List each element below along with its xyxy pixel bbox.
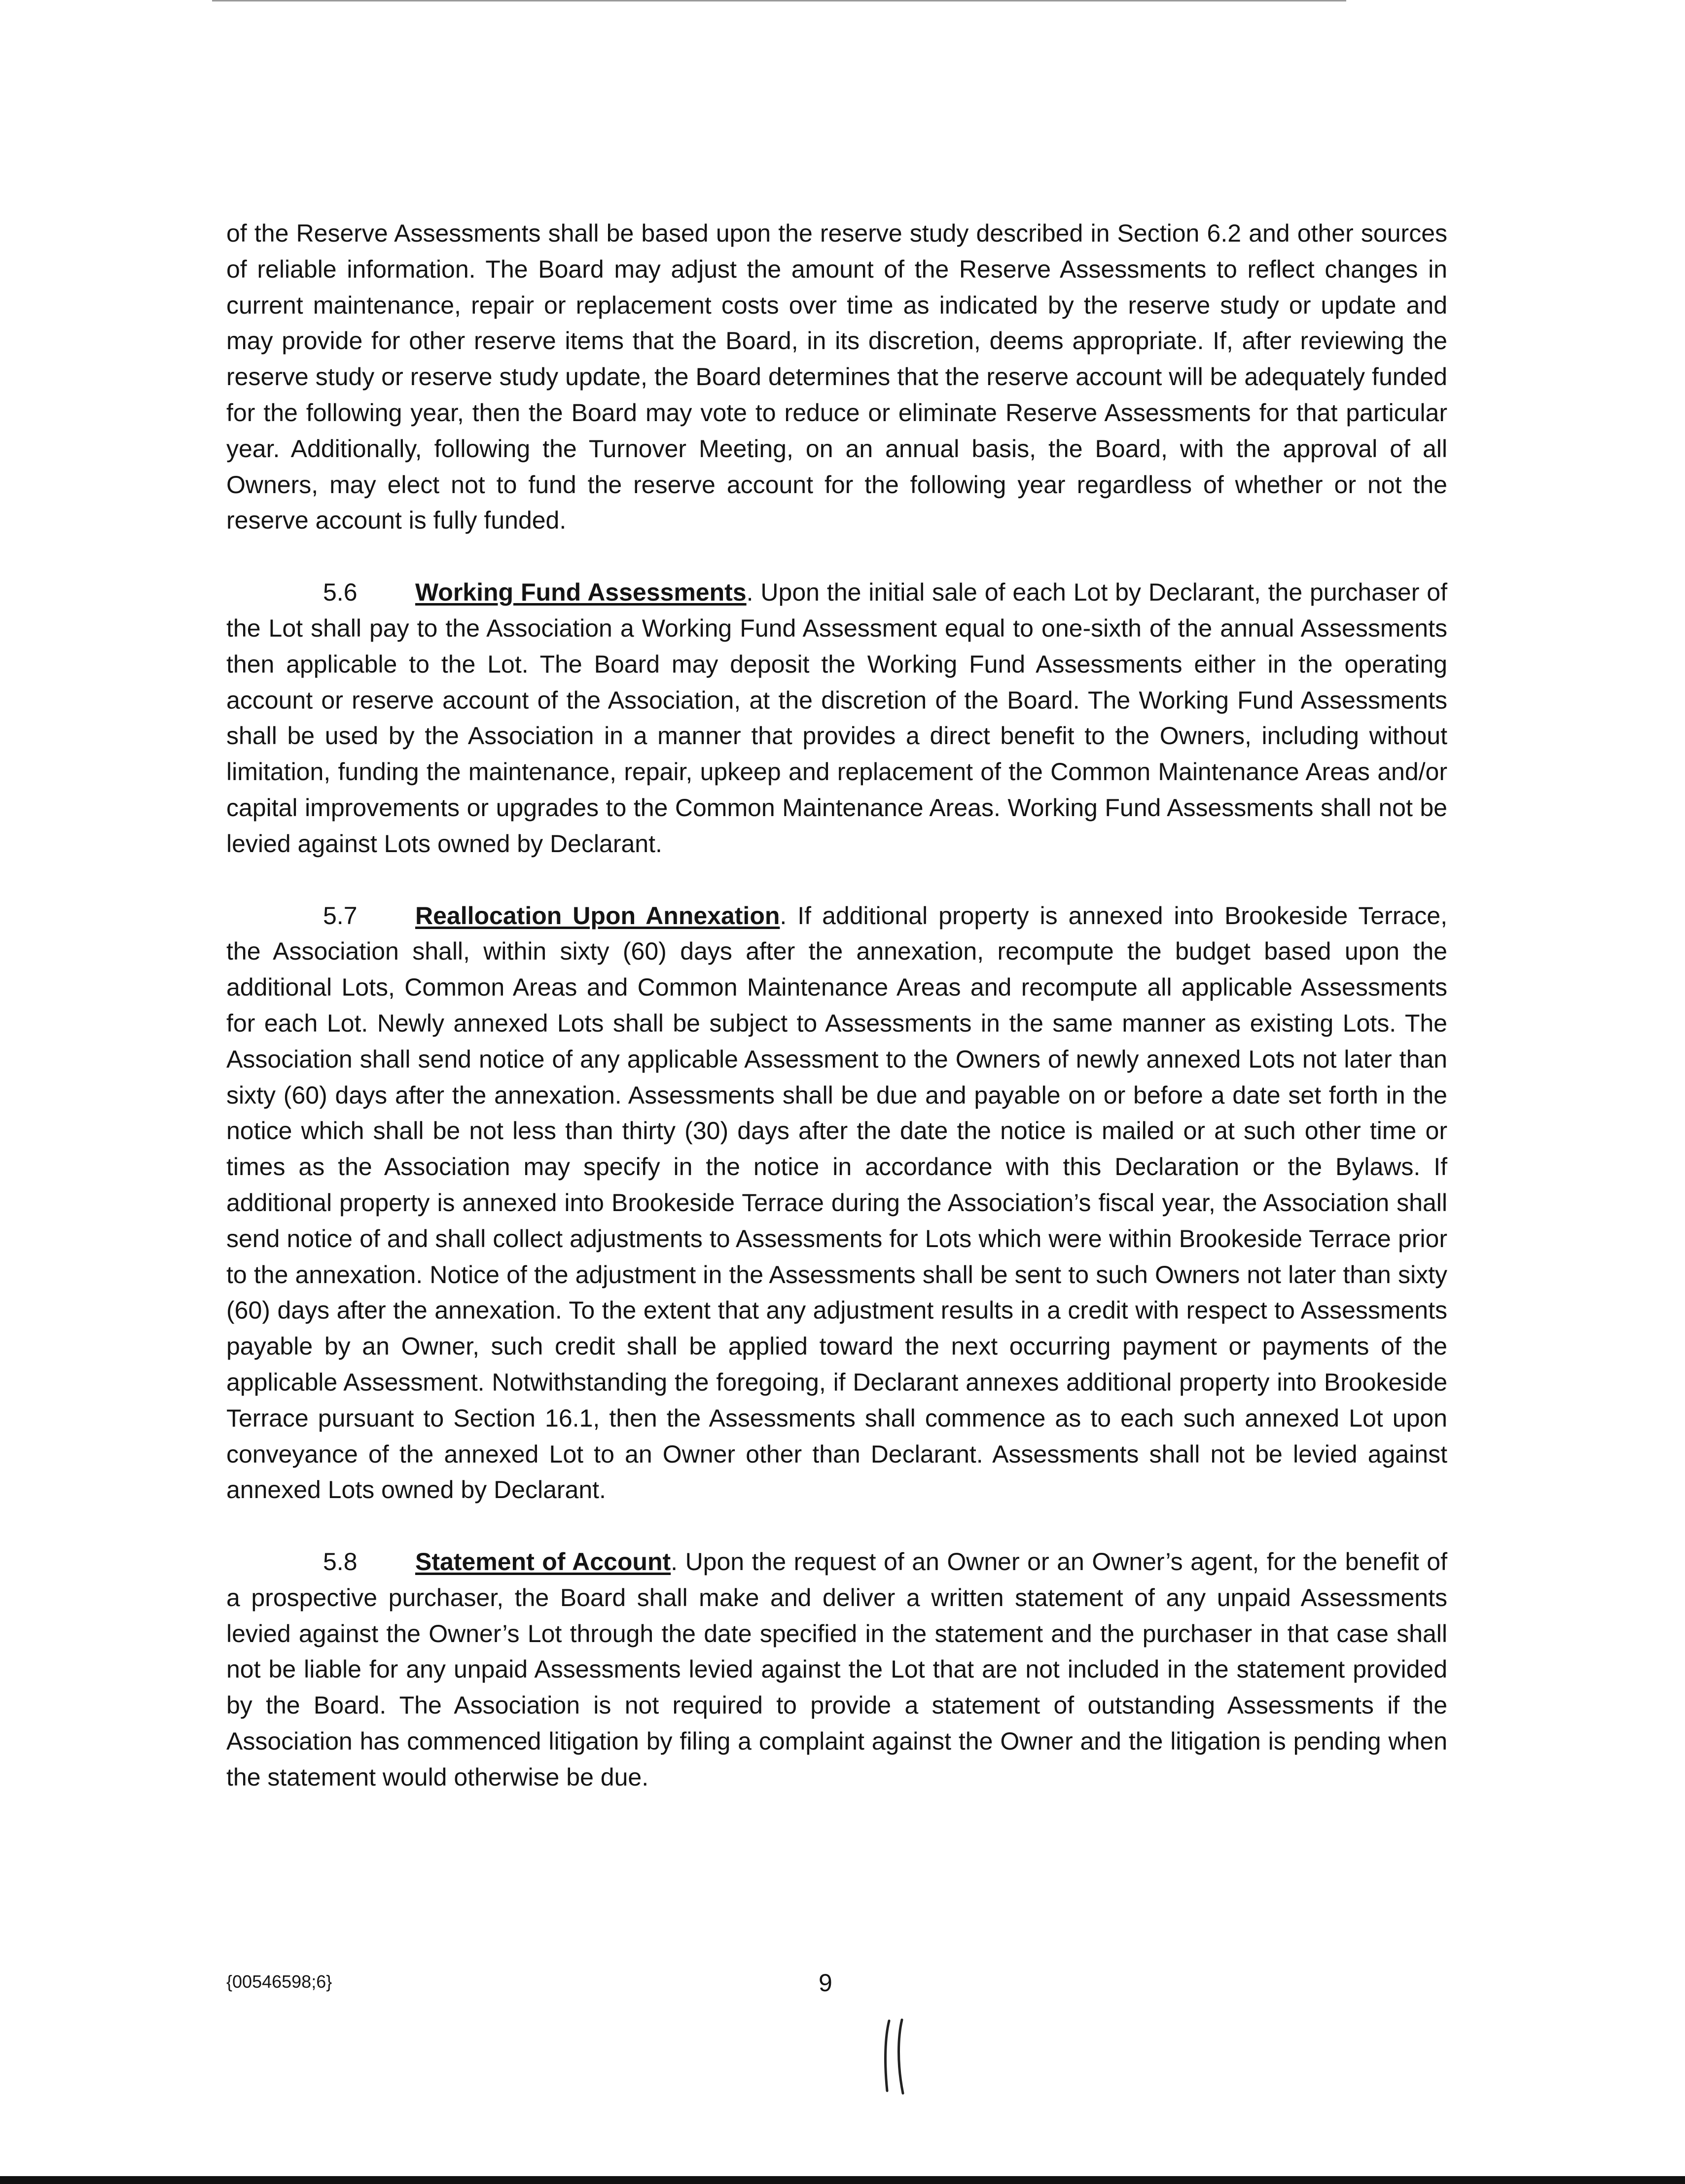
document-id: {00546598;6} — [226, 1971, 332, 1992]
section-number: 5.6 — [323, 578, 358, 607]
section-number: 5.8 — [323, 1548, 358, 1576]
section-5-7 — [226, 898, 1447, 1508]
section-number: 5.7 — [323, 901, 358, 930]
page-number: 9 — [819, 1969, 832, 1997]
section-heading: Reallocation Upon Annexation — [415, 901, 780, 930]
paragraph-text: . Upon the initial sale of each Lot by Declarant, the purchaser of the Lot shall pay to the Association a Working Fund Assessment equal to one-sixth of the annual Assessments then applicable to the Lot. The Board may deposit the Working Fund Assessments either in the operating account or reserve account of the Association, at the discretion of the Board. The Working Fund Assessments shall be used by the Association in a manner that provides a direct benefit to the Owners, including without limitation, funding the maintenance, repair, upkeep and replacement of the Common Maintenance Areas and/or capital improvements or upgrades to the Common Maintenance Areas. Working Fund Assessments shall not be levied against Lots owned by Declarant. — [226, 578, 1447, 858]
paragraph-text: . If additional property is annexed into Brookeside Terrace, the Association shall, within sixty (60) days after the annexation, recompute the budget based upon the additional Lots, Common Areas and Common Maintenance Areas and recompute all applicable Assessments for each Lot. Newly annexed Lots shall be subject to Assessments in the same manner as existing Lots. The Association shall send notice of any applicable Assessment to the Owners of newly annexed Lots not later than sixty (60) days after the annexation. Assessments shall be due and payable on or before a date set forth in the notice which shall be not less than thirty (30) days after the date the notice is mailed or at such other time or times as the Association may specify in the notice in accordance with this Declaration or the Bylaws. If additional property is annexed into Brookeside Terrace during the Association’s fiscal year, the Association shall send notice of and shall collect adjustments to Assessments for Lots which were within Brookeside Terrace prior to the annexation. Notice of the adjustment in the Assessments shall be sent to such Owners not later than sixty (60) days after the annexation. To the extent that any adjustment results in a credit with respect to Assessments payable by an Owner, such credit shall be applied toward the next occurring payment or payments of the applicable Assessment. Notwithstanding the foregoing, if Declarant annexes additional property into Brookeside Terrace pursuant to Section 16.1, then the Assessments shall commence as to each such annexed Lot upon conveyance of the annexed Lot to an Owner other than Declarant. Assessments shall not be levied against annexed Lots owned by Declarant. — [226, 901, 1447, 1504]
scan-edge-top — [212, 0, 1346, 1]
paragraph-text: . Upon the request of an Owner or an Owner’s agent, for the benefit of a prospective purchaser, the Board shall make and deliver a written statement of any unpaid Assessments levied against the Owner’s Lot through the date specified in the statement and the purchaser in that case shall not be liable for any unpaid Assessments levied against the Lot that are not included in the statement provided by the Board. The Association is not required to provide a statement of outstanding Assessments if the Association has commenced litigation by filing a complaint against the Owner and the litigation is pending when the statement would otherwise be due. — [226, 1548, 1448, 1791]
section-heading: Working Fund Assessments — [415, 578, 747, 607]
section-5-8 — [226, 1544, 1447, 1795]
scan-edge-bottom — [0, 2176, 1685, 2184]
section-5-6 — [226, 574, 1447, 861]
document-body — [226, 215, 1447, 1831]
section-heading: Statement of Account — [415, 1548, 671, 1576]
paragraph-reserve-continuation — [226, 215, 1447, 538]
handwritten-page-mark — [880, 2017, 910, 2096]
paragraph-text: of the Reserve Assessments shall be based upon the reserve study described in Section 6.2 and other sources of reliable information. The Board may adjust the amount of the Reserve Assessments to reflect changes in current maintenance, repair or replacement costs over time as indicated by the reserve study or update and may provide for other reserve items that the Board, in its discretion, deems appropriate. If, after reviewing the reserve study or reserve study update, the Board determines that the reserve account will be adequately funded for the following year, then the Board may vote to reduce or eliminate Reserve Assessments for that particular year. Additionally, following the Turnover Meeting, on an annual basis, the Board, with the approval of all Owners, may elect not to fund the reserve account for the following year regardless of whether or not the reserve account is fully funded. — [226, 219, 1447, 535]
